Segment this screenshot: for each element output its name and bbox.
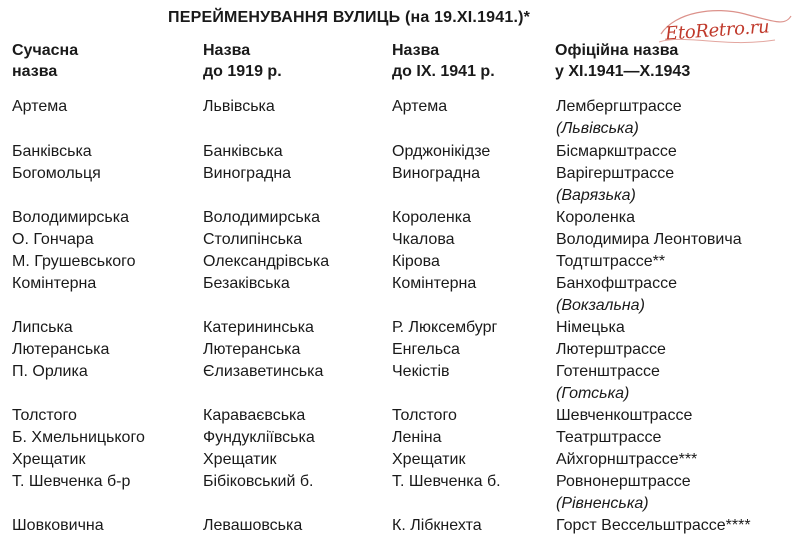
table-cell-col2: Левашовська [203,517,303,534]
watermark-text: EtoRetro.ru [664,16,771,45]
table-cell-col3: Чекістів [392,363,450,380]
table-cell-col4: Театрштрассе [556,429,662,446]
table-cell-col1: Лютеранська [12,341,110,358]
table-cell-col1: Банківська [12,143,92,160]
table-cell-col4: Володимира Леонтовича [556,231,742,248]
table-cell-col1: П. Орлика [12,363,88,380]
table-cell-translation: (Рівненська) [556,495,649,512]
table-cell-col3: Р. Люксембург [392,319,498,336]
table-cell-col3: Артема [392,98,448,115]
table-cell-col1: Липська [12,319,73,336]
table-cell-col3: Чкалова [392,231,455,248]
table-cell-col2: Єлизаветинська [203,363,324,380]
table-cell-translation: (Варязька) [556,187,636,204]
table-cell-col2: Безаківська [203,275,290,292]
table-cell-col2: Виноградна [203,165,292,182]
table-cell-col1: О. Гончара [12,231,94,248]
table-cell-col3: Комінтерна [392,275,477,292]
table-cell-col3: Орджонікідзе [392,143,491,160]
table-cell-col4: Варігерштрассе [556,165,675,182]
table-cell-col4: Німецька [556,319,625,336]
table-cell-col3: Хрещатик [392,451,466,468]
table-cell-col4: Тодтштрассе** [556,253,666,270]
table-cell-col1: Артема [12,98,68,115]
table-cell-col2: Катерининська [203,319,314,336]
table-cell-col3: Короленка [392,209,471,226]
table-cell-col4: Банхофштрассе [556,275,677,292]
table-cell-col3: Т. Шевченка б. [392,473,501,490]
table-cell-translation: (Львівська) [556,120,639,137]
table-cell-col1: Б. Хмельницького [12,429,145,446]
column-header-modern-name: Сучасна назва [12,42,79,80]
table-cell-col3: Толстого [392,407,457,424]
column-header-name-before-1919: Назва до 1919 р. [203,42,282,80]
table-cell-col1: Богомольця [12,165,101,182]
table-cell-col2: Володимирська [203,209,320,226]
table-cell-col2: Караваєвська [203,407,306,424]
page-title: ПЕРЕЙМЕНУВАННЯ ВУЛИЦЬ (на 19.XI.1941.)* [168,9,531,26]
table-cell-col1: Т. Шевченка б-р [12,473,131,490]
table-cell-col2: Хрещатик [203,451,277,468]
table-cell-col3: Виноградна [392,165,481,182]
table-cell-col2: Столипінська [203,231,303,248]
table-cell-col3: Енгельса [392,341,460,358]
table-cell-col4: Лютерштрассе [556,341,666,358]
table-cell-col2: Бібіковський б. [203,473,314,490]
table-cell-col2: Лютеранська [203,341,301,358]
table-cell-col1: Хрещатик [12,451,86,468]
table-cell-col2: Олександрівська [203,253,330,270]
table-cell-col2: Банківська [203,143,283,160]
column-header-name-before-1941: Назва до IX. 1941 р. [392,42,495,80]
table-cell-col2: Фундукліївська [203,429,315,446]
table-cell-col4: Лембергштрассе [556,98,682,115]
column-header-official-name: Офіційна назва у XI.1941—X.1943 [555,42,691,80]
table-cell-col1: Толстого [12,407,77,424]
table-cell-col4: Ровнонерштрассе [556,473,691,490]
table-cell-col1: Шовковична [12,517,104,534]
table-cell-col3: Леніна [392,429,442,446]
table-cell-col4: Айхгорнштрассе*** [556,451,698,468]
table-cell-translation: (Готська) [556,385,630,402]
table-cell-col3: Кірова [392,253,440,270]
table-cell-col4: Готенштрассе [556,363,660,380]
table-cell-col2: Львівська [203,98,275,115]
table-cell-col1: Володимирська [12,209,129,226]
table-cell-col3: К. Лібкнехта [392,517,482,534]
table-cell-col4: Бісмаркштрассе [556,143,677,160]
table-cell-col4: Короленка [556,209,635,226]
table-cell-col4: Шевченкоштрассе [556,407,693,424]
table-cell-col1: Комінтерна [12,275,97,292]
table-cell-col4: Горст Вессельштрассе**** [556,517,751,534]
table-cell-translation: (Вокзальна) [556,297,645,314]
table-cell-col1: М. Грушевського [12,253,136,270]
